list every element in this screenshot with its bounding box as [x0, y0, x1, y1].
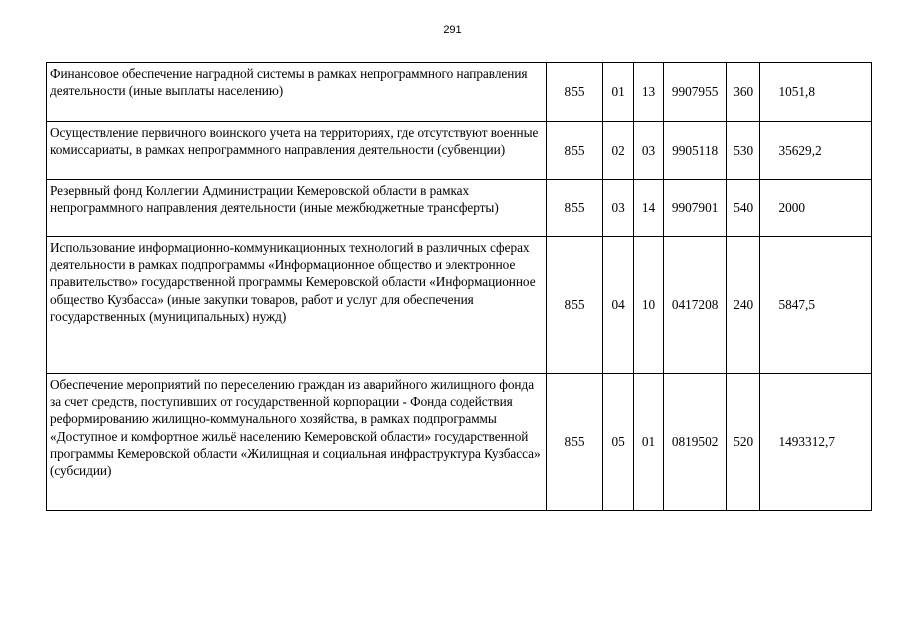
target-article-code: 9907901: [664, 180, 727, 237]
section-code: 04: [603, 237, 633, 374]
table-row: [47, 63, 872, 122]
row-description: Осуществление первичного воинского учета на территориях, где отсутствуют военные комиссариаты, в рамках непрограммного направления деятельности (субвенции): [47, 122, 547, 180]
amount-value: 1051,8: [760, 63, 872, 122]
amount-value: 35629,2: [760, 122, 872, 180]
amount-value: 2000: [760, 180, 872, 237]
ministry-code: 855: [546, 63, 603, 122]
section-code: 02: [603, 122, 633, 180]
section-code: 03: [603, 180, 633, 237]
expense-type-code: 520: [727, 374, 760, 511]
subsection-code: 10: [633, 237, 663, 374]
row-description: Финансовое обеспечение наградной системы в рамках непрограммного направления деятельности (иные выплаты населению): [47, 63, 547, 122]
subsection-code: 03: [633, 122, 663, 180]
section-code: 05: [603, 374, 633, 511]
target-article-code: 0819502: [664, 374, 727, 511]
table-row: [47, 122, 872, 180]
budget-table: [46, 62, 872, 511]
amount-value: 1493312,7: [760, 374, 872, 511]
row-description: Использование информационно-коммуникационных технологий в различных сферах деятельности в рамках подпрограммы «Информационное общество и электронное правительство» государственной программы Кемеровской области «Информационное общество Кузбасса» (иные закупки товаров, работ и услуг для обеспечения государственных (муниципальных) нужд): [47, 237, 547, 374]
amount-value: 5847,5: [760, 237, 872, 374]
expense-type-code: 240: [727, 237, 760, 374]
ministry-code: 855: [546, 374, 603, 511]
table-row: [47, 180, 872, 237]
target-article-code: 0417208: [664, 237, 727, 374]
expense-type-code: 530: [727, 122, 760, 180]
ministry-code: 855: [546, 122, 603, 180]
target-article-code: 9905118: [664, 122, 727, 180]
expense-type-code: 540: [727, 180, 760, 237]
table-row: [47, 374, 872, 511]
row-description: Резервный фонд Коллегии Администрации Кемеровской области в рамках непрограммного направления деятельности (иные межбюджетные трансферты): [47, 180, 547, 237]
row-description: Обеспечение мероприятий по переселению граждан из аварийного жилищного фонда за счет средств, поступивших от государственной корпорации - Фонда содействия реформированию жилищно-коммунального хозяйства, в рамках подпрограммы «Доступное и комфортное жильё населению Кемеровской области» государственной программы Кемеровской области «Жилищная и социальная инфраструктура Кузбасса» (субсидии): [47, 374, 547, 511]
page-number: 291: [443, 24, 462, 36]
table-row: [47, 237, 872, 374]
target-article-code: 9907955: [664, 63, 727, 122]
section-code: 01: [603, 63, 633, 122]
subsection-code: 01: [633, 374, 663, 511]
expense-type-code: 360: [727, 63, 760, 122]
ministry-code: 855: [546, 180, 603, 237]
subsection-code: 13: [633, 63, 663, 122]
subsection-code: 14: [633, 180, 663, 237]
ministry-code: 855: [546, 237, 603, 374]
